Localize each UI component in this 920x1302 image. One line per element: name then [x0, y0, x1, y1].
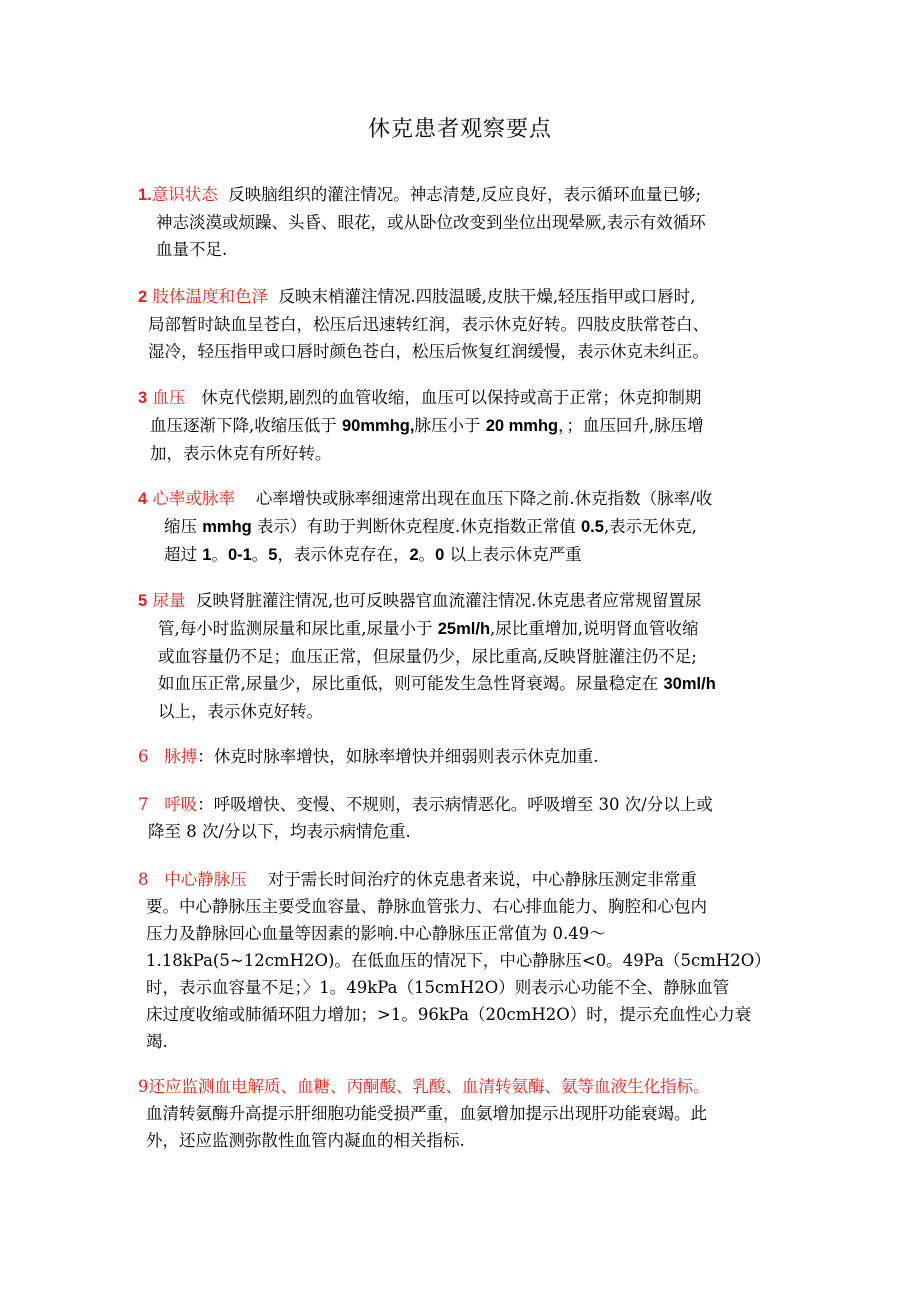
item-line: 反映脑组织的灌注情况。神志清楚,反应良好，表示循环血量已够; [228, 185, 702, 204]
item-line: 如血压正常,尿量少，尿比重低，则可能发生急性肾衰竭。尿量稳定在 [158, 674, 659, 693]
value-bold: 90mmhg, [342, 417, 415, 435]
item-number: 9 [138, 1077, 149, 1096]
item-label: 尿量 [152, 591, 186, 610]
item-line: 以上，表示休克好转。 [158, 702, 323, 721]
item-label: 意识状态 [151, 185, 218, 204]
item-line: 对于需长时间治疗的休克患者来说，中心静脉压测定非常重 [267, 870, 697, 889]
item-line: 反映肾脏灌注情况,也可反映器官血流灌注情况.休克患者应常规留置尿 [195, 591, 702, 610]
value-bold: 0 [435, 546, 445, 564]
item-line: 外，还应监测弥散性血管内凝血的相关指标. [146, 1131, 465, 1150]
item-label: 血压 [152, 388, 186, 407]
item-8 [138, 866, 786, 1055]
item-line: 以上表示休克严重 [449, 545, 582, 564]
item-line: ,尿比重增加,说明肾血管收缩 [490, 619, 699, 638]
item-line: 压力及静脉回心血量等因素的影响.中心静脉压正常值为 0.49～ [146, 924, 606, 943]
item-label: 肢体温度和色泽 [152, 287, 268, 306]
item-line: 反映末梢灌注情况.四肢温暖,皮肤干燥,轻压指甲或口唇时, [278, 287, 696, 306]
item-line: ,表示无休克, [603, 517, 697, 536]
item-number: 1. [138, 186, 152, 204]
item-line: 血量不足. [156, 240, 228, 259]
item-line: 湿冷，轻压指甲或口唇时颜色苍白，松压后恢复红润缓慢，表示休克未纠正。 [148, 342, 709, 361]
item-line: 管,每小时监测尿量和尿比重,尿量小于 [158, 619, 433, 638]
item-line: ，；血压回升,脉压增 [558, 416, 704, 435]
item-number: 7 [138, 795, 149, 814]
item-line: 超过 [164, 545, 197, 564]
item-line: 要。中心静脉压主要受血容量、静脉血管张力、右心排血能力、胸腔和心包内 [146, 897, 707, 916]
value-bold: 0-1 [227, 546, 252, 564]
item-3 [138, 384, 786, 467]
item-line: 休克代偿期,剧烈的血管收缩，血压可以保持或高于正常；休克抑制期 [201, 388, 702, 407]
item-line: ，表示休克存在， [277, 545, 410, 564]
item-line: 血清转氨酶升高提示肝细胞功能受损严重，血氨增加提示出现肝功能衰竭。此 [146, 1104, 707, 1123]
item-line: 加，表示休克有所好转。 [150, 444, 332, 463]
item-7 [138, 791, 786, 845]
item-label: 呼吸 [164, 795, 198, 814]
page-title: 休克患者观察要点 [367, 117, 552, 142]
item-line: ：休克时脉率增快，如脉率增快并细弱则表示休克加重. [197, 747, 599, 766]
item-number: 2 [138, 288, 148, 306]
item-line: 1.18kPa(5~12cmH2O)。在低血压的情况下，中心静脉压<0。49Pa（5cmH2O） [146, 951, 771, 970]
value-bold: 1 [202, 546, 212, 564]
item-line: 或血容量仍不足；血压正常，但尿量仍少，尿比重高,反映肾脏灌注仍不足; [158, 647, 697, 666]
item-label: 中心静脉压 [164, 870, 247, 889]
item-line: 。 [418, 545, 436, 564]
value-bold: 30ml/h [663, 675, 716, 693]
value-bold: mmhg [202, 518, 252, 536]
item-line: 脉压小于 [414, 416, 481, 435]
value-bold: 20 mmhg [485, 417, 559, 435]
item-1 [138, 181, 786, 263]
item-line: 床过度收缩或肺循环阻力增加；>1。96kPa（20cmH2O）时，提示充血性心力衰 [146, 1005, 752, 1024]
item-number: 6 [138, 747, 149, 766]
item-line: 心率增快或脉率细速常出现在血压下降之前.休克指数（脉率/收 [255, 489, 713, 508]
item-number: 5 [138, 592, 148, 610]
item-line: ：呼吸增快、变慢、不规则，表示病情恶化。呼吸增至 30 次/分以上或 [197, 795, 713, 814]
item-line: 表示）有助于判断休克程度.休克指数正常值 [257, 517, 576, 536]
value-bold: 5 [268, 546, 278, 564]
item-number: 8 [138, 870, 149, 889]
value-bold: 25ml/h [437, 620, 491, 638]
item-line: 时，表示血容量不足；〉1。49kPa（15cmH2O）则表示心功能不全、静脉血管 [146, 978, 730, 997]
value-bold: 2 [409, 546, 419, 564]
item-line: 。 [211, 545, 228, 564]
item-line: 神志淡漠或烦躁、头昏、眼花，或从卧位改变到坐位出现晕厥,表示有效循环 [156, 213, 706, 232]
item-line: 降至 8 次/分以下，均表示病情危重. [148, 822, 411, 841]
item-label: 还应监测血电解质、血糖、丙酮酸、乳酸、血清转氨酶、氨等血液生化指标。 [148, 1077, 710, 1096]
item-number: 3 [138, 389, 148, 407]
item-line: 血压逐渐下降,收缩压低于 [150, 416, 337, 435]
item-5 [138, 587, 786, 725]
item-line: 局部暂时缺血呈苍白，松压后迅速转红润，表示休克好转。四肢皮肤常苍白、 [148, 315, 709, 334]
item-number: 4 [138, 490, 148, 508]
item-line: 。 [251, 545, 269, 564]
item-6 [138, 743, 786, 770]
item-line: 缩压 [164, 517, 197, 536]
item-label: 脉搏 [164, 747, 198, 766]
item-2 [138, 283, 786, 365]
item-line: 竭. [146, 1032, 168, 1051]
item-label: 心率或脉率 [152, 489, 235, 508]
item-9 [138, 1073, 786, 1154]
item-4 [138, 485, 786, 569]
value-bold: 0.5 [581, 518, 604, 536]
